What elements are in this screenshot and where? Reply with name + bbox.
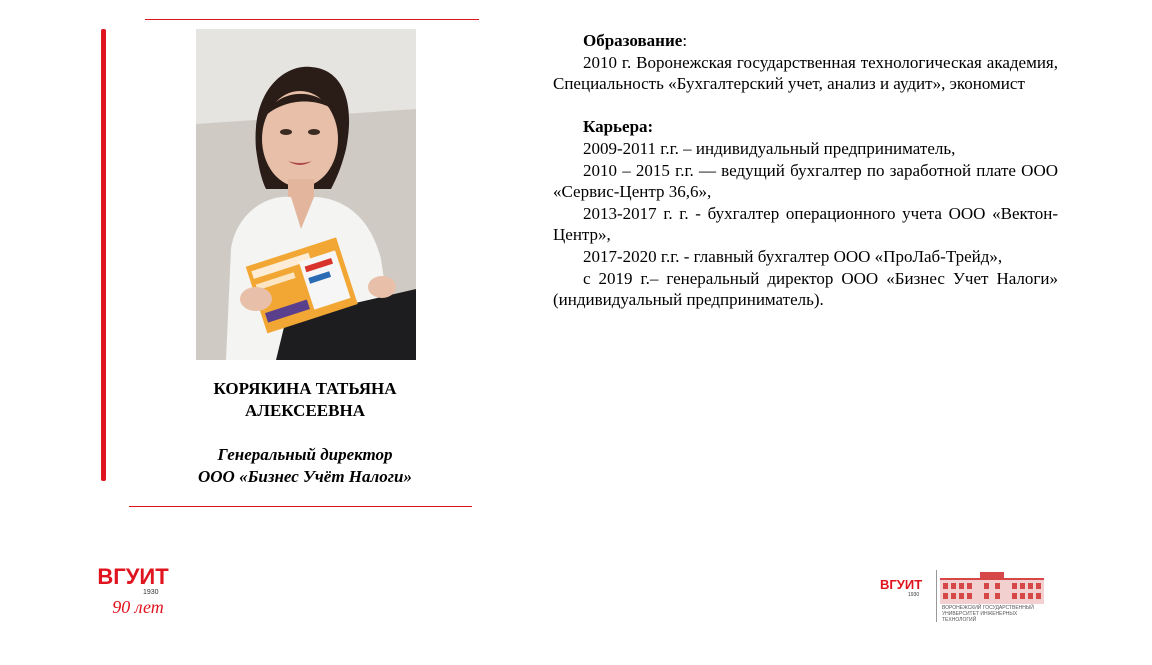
education-colon: : [682, 31, 688, 50]
education-text: 2010 г. Воронежская государственная технологическая академия, Специальность «Бухгалтерский учет, анализ и аудит», экономист [553, 52, 1058, 94]
career-heading-row [553, 116, 1058, 138]
right-logo-caption-2: УНИВЕРСИТЕТ ИНЖЕНЕРНЫХ [942, 611, 1018, 617]
education-heading-row [553, 30, 1058, 52]
person-name [150, 378, 460, 422]
career-heading: Карьера: [583, 117, 654, 137]
left-logo-year: 1930 [143, 589, 159, 596]
right-logo-caption-1: ВОРОНЕЖСКИЙ ГОСУДАРСТВЕННЫЙ [942, 605, 1034, 611]
career-item: 2009-2011 г.г. – индивидуальный предприниматель, [583, 138, 956, 158]
university-building-icon [940, 572, 1044, 604]
right-logo-year: 1930 [908, 592, 920, 598]
person-role-line2: ООО «Бизнес Учёт Налоги» [198, 467, 412, 486]
right-logo-caption [942, 605, 1050, 623]
portrait-photo [196, 29, 416, 360]
career-item: 2017-2020 г.г. - главный бухгалтер ООО «ПроЛаб-Трейд», [583, 246, 1003, 266]
right-logo-separator [936, 570, 937, 622]
person-role [150, 444, 460, 488]
vguit-university-logo [880, 568, 1050, 626]
right-logo-brand: ВГУИТ [880, 577, 923, 592]
career-item: с 2019 г.– генеральный директор ООО «Бизнес Учет Налоги» (индивидуальный предприниматель). [553, 268, 1058, 310]
career-item: 2013-2017 г. г. - бухгалтер операционного учета ООО «Вектон-Центр», [553, 203, 1058, 245]
bottom-divider [129, 506, 472, 507]
biography [553, 30, 1058, 311]
top-divider [145, 19, 479, 20]
right-logo-caption-3: ТЕХНОЛОГИЙ [942, 617, 977, 623]
career-item: 2010 – 2015 г.г. — ведущий бухгалтер по заработной плате ООО «Сервис-Центр 36,6», [553, 160, 1058, 202]
person-role-line1: Генеральный директор [217, 445, 393, 464]
left-logo-anniversary: 90 лет [112, 597, 164, 617]
left-logo-brand: ВГУИТ [97, 564, 169, 589]
person-name-line1: КОРЯКИНА ТАТЬЯНА [213, 379, 397, 398]
left-accent-bar [101, 29, 106, 481]
vguit-anniversary-logo [88, 565, 178, 621]
person-name-line2: АЛЕКСЕЕВНА [245, 401, 365, 420]
education-heading: Образование [583, 31, 683, 50]
